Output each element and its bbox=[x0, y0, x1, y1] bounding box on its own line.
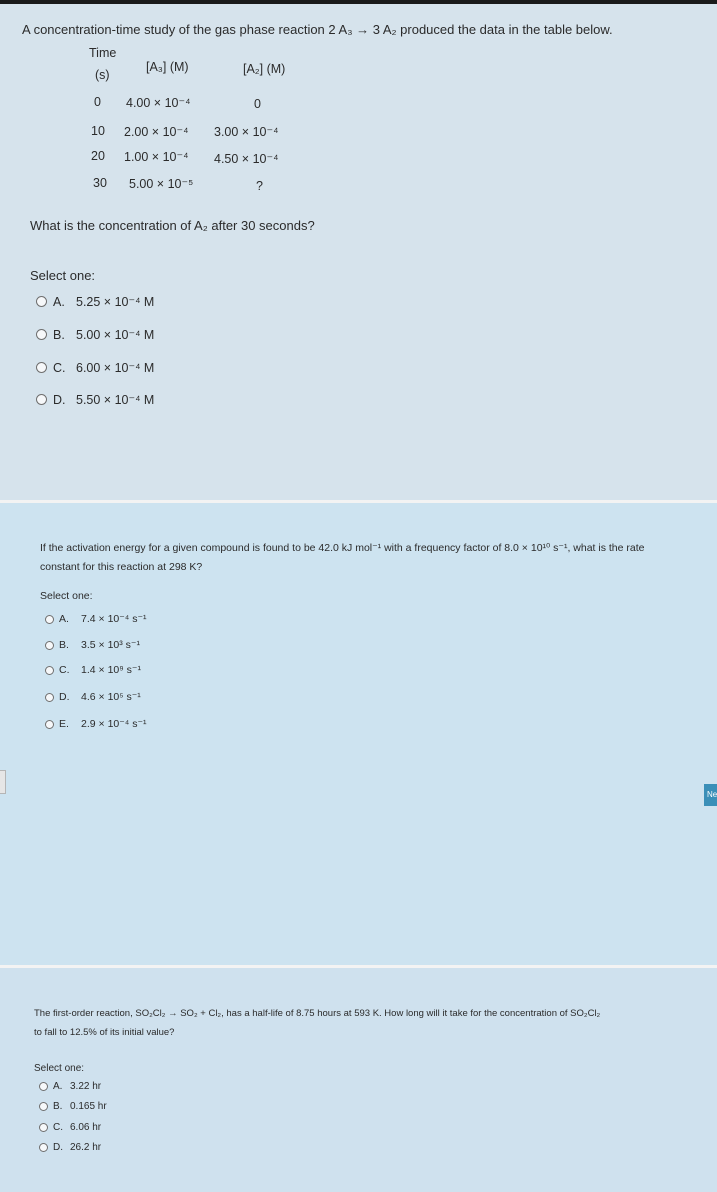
option-text: 3.5 × 10³ s⁻¹ bbox=[81, 639, 140, 651]
option-c[interactable] bbox=[45, 664, 141, 676]
question-3-panel bbox=[0, 968, 717, 1192]
table-cell-time: 30 bbox=[93, 176, 107, 190]
option-a[interactable] bbox=[39, 1081, 101, 1092]
option-d[interactable] bbox=[39, 1142, 101, 1153]
option-text: 2.9 × 10⁻⁴ s⁻¹ bbox=[81, 718, 147, 730]
radio-button[interactable] bbox=[39, 1143, 48, 1152]
option-text: 3.22 hr bbox=[70, 1081, 102, 1092]
radio-button[interactable] bbox=[45, 641, 54, 650]
question-1-title: A concentration-time study of the gas phase reaction 2 A₃ → 3 A₂ produced the data in the table below. bbox=[22, 22, 613, 37]
option-text: 6.06 hr bbox=[70, 1122, 102, 1133]
select-one-label: Select one: bbox=[34, 1063, 85, 1074]
option-text: 0.165 hr bbox=[70, 1101, 107, 1112]
time-unit-header: (s) bbox=[95, 68, 110, 82]
radio-button[interactable] bbox=[45, 693, 54, 702]
option-d[interactable] bbox=[45, 691, 141, 703]
a2-header: [A₂] (M) bbox=[243, 62, 286, 76]
select-one-label: Select one: bbox=[40, 590, 93, 602]
table-cell-time: 20 bbox=[91, 149, 105, 163]
option-letter: B. bbox=[59, 639, 69, 651]
question-2-text bbox=[40, 539, 710, 577]
radio-button[interactable] bbox=[39, 1082, 48, 1091]
table-cell-a2: 0 bbox=[254, 97, 261, 111]
question-2-line-1: If the activation energy for a given compound is found to be 42.0 kJ mol⁻¹ with a frequency factor of 8.0 × 10¹⁰ s⁻¹, what is the rate bbox=[40, 542, 645, 554]
option-letter: D. bbox=[53, 392, 66, 407]
option-b[interactable] bbox=[45, 639, 140, 651]
option-text: 1.4 × 10⁹ s⁻¹ bbox=[81, 664, 141, 676]
option-letter: A. bbox=[53, 294, 65, 309]
option-letter: E. bbox=[59, 718, 69, 730]
question-3-line-2: to fall to 12.5% of its initial value? bbox=[34, 1027, 175, 1038]
option-text: 7.4 × 10⁻⁴ s⁻¹ bbox=[81, 613, 147, 625]
radio-button[interactable] bbox=[45, 720, 54, 729]
question-3-line-1: The first-order reaction, SO₂Cl₂ → SO₂ + Cl₂, has a half-life of 8.75 hours at 593 K. How long will it take for the concentration of SO₂Cl₂ bbox=[34, 1008, 601, 1019]
option-letter: C. bbox=[53, 1122, 63, 1133]
table-cell-time: 10 bbox=[91, 124, 105, 138]
table-cell-a2: 4.50 × 10⁻⁴ bbox=[214, 152, 279, 166]
option-letter: B. bbox=[53, 327, 65, 342]
table-cell-time: 0 bbox=[94, 95, 101, 109]
side-tab-handle[interactable] bbox=[0, 770, 6, 794]
option-letter: B. bbox=[53, 1101, 63, 1112]
option-a[interactable] bbox=[45, 613, 147, 625]
table-cell-a2: ? bbox=[256, 179, 263, 193]
option-d[interactable] bbox=[36, 392, 154, 407]
time-header: Time bbox=[89, 46, 117, 60]
option-letter: C. bbox=[59, 664, 70, 676]
radio-button[interactable] bbox=[45, 666, 54, 675]
select-one-label: Select one: bbox=[30, 268, 96, 283]
table-cell-a3: 1.00 × 10⁻⁴ bbox=[124, 150, 189, 164]
option-letter: C. bbox=[53, 360, 66, 375]
radio-button[interactable] bbox=[39, 1102, 48, 1111]
option-text: 5.25 × 10⁻⁴ M bbox=[76, 295, 155, 309]
option-a[interactable] bbox=[36, 294, 154, 309]
option-text: 6.00 × 10⁻⁴ M bbox=[76, 361, 155, 375]
option-text: 5.00 × 10⁻⁴ M bbox=[76, 328, 155, 342]
table-cell-a3: 4.00 × 10⁻⁴ bbox=[126, 96, 191, 110]
option-text: 4.6 × 10⁵ s⁻¹ bbox=[81, 691, 141, 703]
table-cell-a3: 5.00 × 10⁻⁵ bbox=[129, 177, 194, 191]
radio-button[interactable] bbox=[45, 615, 54, 624]
option-letter: D. bbox=[53, 1142, 63, 1153]
table-cell-a2: 3.00 × 10⁻⁴ bbox=[214, 125, 279, 139]
option-b[interactable] bbox=[39, 1101, 107, 1112]
option-text: 26.2 hr bbox=[70, 1142, 102, 1153]
next-button[interactable]: Ne bbox=[704, 784, 717, 806]
table-cell-a3: 2.00 × 10⁻⁴ bbox=[124, 125, 189, 139]
option-b[interactable] bbox=[36, 327, 154, 342]
option-e[interactable] bbox=[45, 718, 147, 730]
option-c[interactable] bbox=[39, 1122, 101, 1133]
radio-button[interactable] bbox=[36, 329, 47, 340]
option-c[interactable] bbox=[36, 360, 154, 375]
option-letter: D. bbox=[59, 691, 70, 703]
radio-button[interactable] bbox=[36, 362, 47, 373]
question-3-text bbox=[34, 1004, 704, 1042]
option-text: 5.50 × 10⁻⁴ M bbox=[76, 393, 155, 407]
radio-button[interactable] bbox=[36, 296, 47, 307]
radio-button[interactable] bbox=[36, 394, 47, 405]
question-1-text: What is the concentration of A₂ after 30 seconds? bbox=[30, 218, 315, 233]
option-letter: A. bbox=[53, 1081, 63, 1092]
radio-button[interactable] bbox=[39, 1123, 48, 1132]
a3-header: [A₃] (M) bbox=[146, 60, 189, 74]
question-2-line-2: constant for this reaction at 298 K? bbox=[40, 561, 203, 573]
option-letter: A. bbox=[59, 613, 69, 625]
